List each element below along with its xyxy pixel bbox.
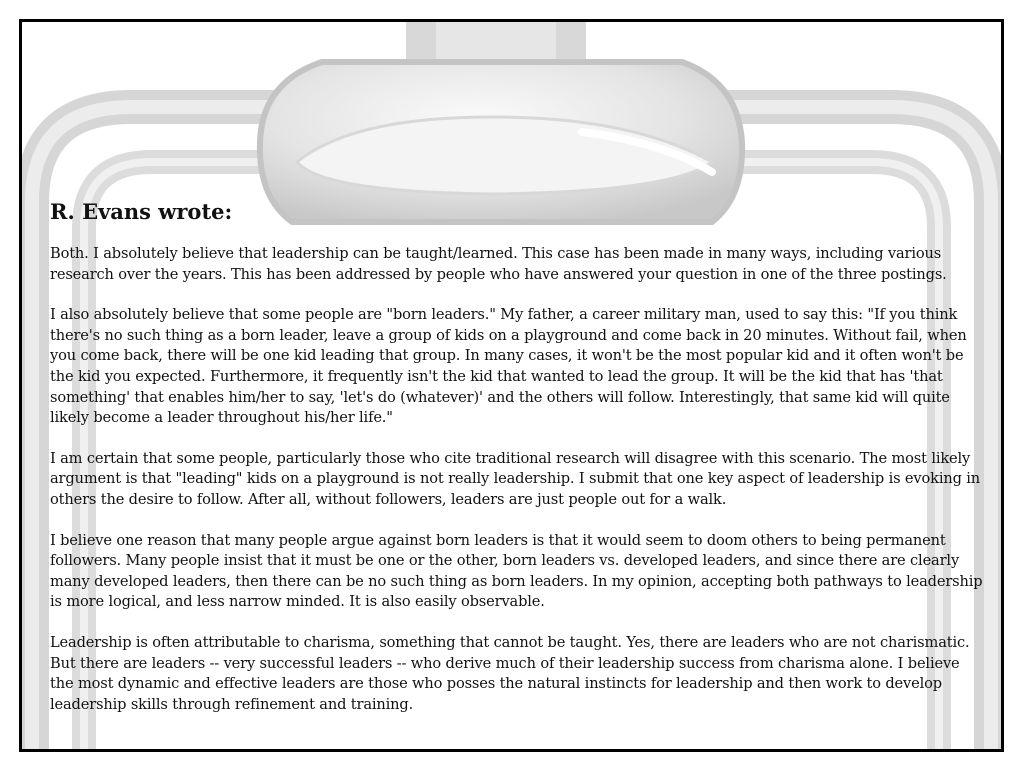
paragraph-4: I believe one reason that many people argue against born leaders is that it would seem to doom others to being permanent followers. Many people insist that it must be one or the other, born leaders vs. developed leaders, and since there are clearly many developed leaders, then there can be no such thing as born leaders. In my opinion, accepting both pathways to leadership is more logical, and less narrow minded. It is also easily observable.	[50, 531, 983, 611]
paragraph-3: I am certain that some people, particularly those who cite traditional research will disagree with this scenario. The most likely argument is that "leading" kids on a playground is not really leadership. I submit that one key aspect of leadership is evoking in others the desire to follow. After all, without followers, leaders are just people out for a walk.	[50, 449, 981, 508]
paragraph-2: I also absolutely believe that some people are "born leaders." My father, a career military man, used to say this: "If you think there's no such thing as a born leader, leave a group of kids on a playground and come back in 20 minutes. Without fail, when you come back, there will be one kid leading that group. In many cases, it won't be the most popular kid and it often won't be the kid you expected. Furthermore, it frequently isn't the kid that wanted to lead the group. It will be the kid that has 'that something' that enables him/her to say, 'let's do (whatever)' and the others will follow. Interestingly, that same kid will quite likely become a leader throughout his/her life."	[50, 306, 967, 427]
slide-frame	[19, 19, 1004, 752]
paragraph-1: Both. I absolutely believe that leadership can be taught/learned. This case has been made in many ways, including various research over the years. This has been addressed by people who have answered your question in one of the three postings.	[50, 245, 947, 283]
document-body	[50, 198, 985, 735]
paragraph-5: Leadership is often attributable to charisma, something that cannot be taught. Yes, there are leaders who are not charismatic. But there are leaders -- very successful leaders -- who derive much of their leadership success from charisma alone. I believe the most dynamic and effective leaders are those who posses the natural instincts for leadership and then work to develop leadership skills through refinement and training.	[50, 633, 970, 713]
document-title: R. Evans wrote:	[50, 199, 233, 224]
